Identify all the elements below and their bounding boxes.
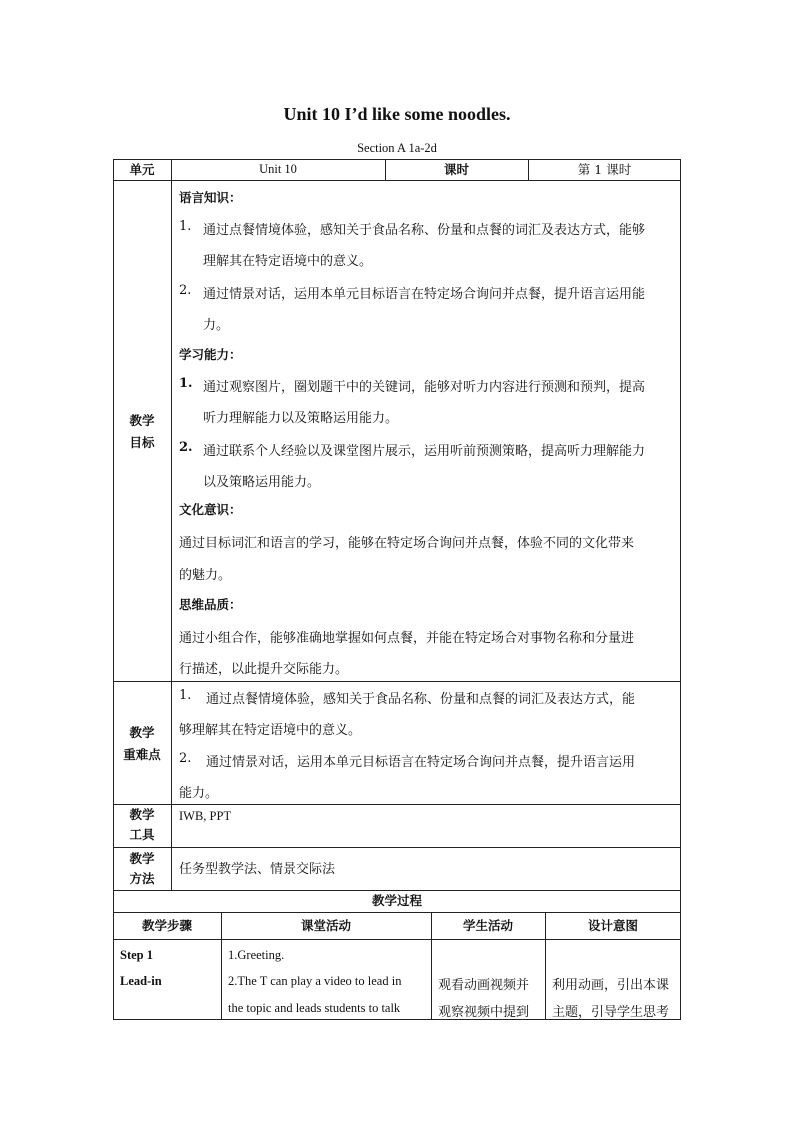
student-line-1: 观看动画视频并 (438, 978, 530, 993)
language-item-2-line1: 通过情景对话，运用本单元目标语言在特定场合询问并点餐，提升语言运用能 (203, 287, 646, 302)
ability-heading: 学习能力： (179, 347, 242, 362)
language-item-2-line2: 力。 (203, 318, 230, 333)
intent-line-1: 利用动画，引出本课 (552, 978, 670, 993)
column-header-intent: 设计意图 (587, 917, 638, 933)
period-label: 课时 (443, 162, 469, 178)
key-point-2-num: 2. (179, 751, 192, 766)
ability-item-1-line2: 听力理解能力以及策略运用能力。 (203, 411, 399, 426)
key-point-2-line1: 通过情景对话，运用本单元目标语言在特定场合询问并点餐，提升语言运用 (206, 755, 636, 770)
key-point-1-line2: 够理解其在特定语境中的意义。 (179, 723, 362, 738)
language-heading: 语言知识： (179, 190, 242, 205)
thinking-heading: 思维品质： (179, 597, 242, 612)
activity-line-1: 1.Greeting. (228, 948, 285, 962)
activity-line-3: the topic and leads students to talk (228, 1001, 401, 1015)
unit-label: 单元 (129, 162, 155, 178)
thinking-line-1: 通过小组合作，能够准确地掌握如何点餐，并能在特定场合对事物名称和分量进 (179, 631, 635, 646)
objectives-label: 教学 目标 (129, 413, 155, 450)
key-point-1-num: 1. (179, 688, 192, 703)
thinking-line-2: 行描述，以此提升交际能力。 (179, 662, 349, 677)
step-1-number: Step 1 (120, 948, 153, 962)
column-header-step: 教学步骤 (141, 917, 192, 933)
key-point-1-line1: 通过点餐情境体验，感知关于食品名称、份量和点餐的词汇及表达方式，能 (206, 692, 636, 707)
tools-label: 教学 工具 (129, 807, 155, 842)
methods-label: 教学 方法 (129, 851, 155, 886)
ability-item-1-line1: 通过观察图片，圈划题干中的关键词，能够对听力内容进行预测和预判，提高 (203, 380, 646, 395)
column-header-student: 学生活动 (462, 917, 513, 933)
document-title: Unit 10 I’d like some noodles. (283, 104, 511, 124)
key-points-label: 教学 重难点 (123, 725, 161, 762)
tools-value: IWB, PPT (179, 809, 232, 823)
ability-item-2-line1: 通过联系个人经验以及课堂图片展示，运用听前预测策略，提高听力理解能力 (203, 444, 646, 459)
ability-item-2-num: 2. (179, 440, 193, 455)
process-heading: 教学过程 (371, 893, 422, 909)
culture-line-2: 的魅力。 (179, 568, 232, 583)
document-subtitle: Section A 1a-2d (357, 141, 437, 155)
key-point-2-line2: 能力。 (179, 786, 219, 801)
ability-item-1-num: 1. (179, 376, 193, 391)
column-header-activity: 课堂活动 (300, 917, 351, 933)
culture-line-1: 通过目标词汇和语言的学习，能够在特定场合询问并点餐，体验不同的文化带来 (179, 536, 635, 551)
period-value: 第 1 课时 (577, 162, 632, 178)
unit-value: Unit 10 (259, 162, 297, 177)
language-item-1-line1: 通过点餐情境体验，感知关于食品名称、份量和点餐的词汇及表达方式，能够 (203, 223, 646, 238)
ability-item-2-line2: 以及策略运用能力。 (203, 475, 321, 490)
step-1-name: Lead-in (120, 974, 162, 988)
student-line-2: 观察视频中提到 (438, 1005, 530, 1020)
methods-value: 任务型教学法、情景交际法 (179, 862, 336, 877)
activity-line-2: 2.The T can play a video to lead in (228, 974, 402, 988)
culture-heading: 文化意识： (179, 502, 242, 517)
language-item-1-line2: 理解其在特定语境中的意义。 (203, 254, 373, 269)
intent-line-2: 主题，引导学生思考 (552, 1005, 670, 1020)
language-item-2-num: 2. (179, 283, 192, 298)
language-item-1-num: 1. (179, 219, 192, 234)
